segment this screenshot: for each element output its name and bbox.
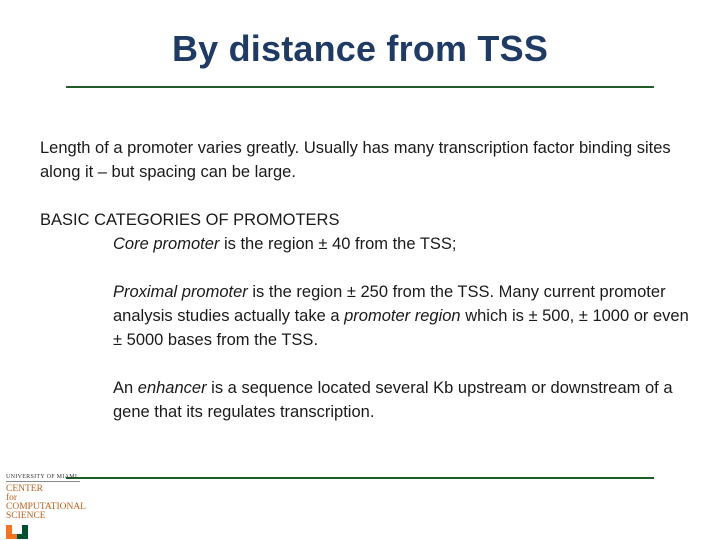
proximal-promoter-item bbox=[40, 280, 700, 352]
intro-paragraph: Length of a promoter varies greatly. Usually has many transcription factor binding sites along it – but spacing can be large. bbox=[40, 139, 671, 181]
logo-line-computational: COMPUTATIONAL bbox=[6, 502, 86, 512]
enhancer-term: enhancer bbox=[137, 379, 207, 397]
categories-heading: BASIC CATEGORIES OF PROMOTERS bbox=[40, 211, 340, 229]
core-promoter-item bbox=[40, 232, 700, 256]
proximal-promoter-text: is the region ± 250 from the TSS. Many current promoter analysis studies actually take a bbox=[113, 283, 666, 325]
promoter-region-term: promoter region bbox=[344, 307, 461, 325]
university-u-logo-icon bbox=[6, 525, 106, 539]
enhancer-item bbox=[40, 376, 700, 424]
core-promoter-text: is the region ± 40 from the TSS; bbox=[219, 235, 457, 253]
u-mark-icon bbox=[6, 525, 28, 539]
center-for-computational-science-logo bbox=[6, 470, 106, 536]
logo-line-for: for bbox=[6, 493, 18, 503]
enhancer-prefix: An bbox=[113, 379, 138, 397]
logo-university-name: UNIVERSITY OF MIAMI bbox=[6, 474, 80, 482]
logo-line-science: SCIENCE bbox=[6, 511, 46, 521]
slide-body bbox=[40, 136, 700, 424]
slide-title: By distance from TSS bbox=[171, 28, 549, 69]
logo-center-name bbox=[6, 485, 106, 521]
footer-divider bbox=[66, 477, 654, 479]
enhancer-text: is a sequence located several Kb upstream or downstream of a gene that its regulates transcription. bbox=[113, 379, 673, 421]
proximal-promoter-term: Proximal promoter bbox=[113, 283, 248, 301]
logo-line-center: CENTER bbox=[6, 484, 43, 494]
core-promoter-term: Core promoter bbox=[113, 235, 220, 253]
title-divider bbox=[66, 86, 654, 88]
proximal-promoter-text-end: which is ± 500, ± 1000 or even ± 5000 bases from the TSS. bbox=[113, 307, 689, 349]
